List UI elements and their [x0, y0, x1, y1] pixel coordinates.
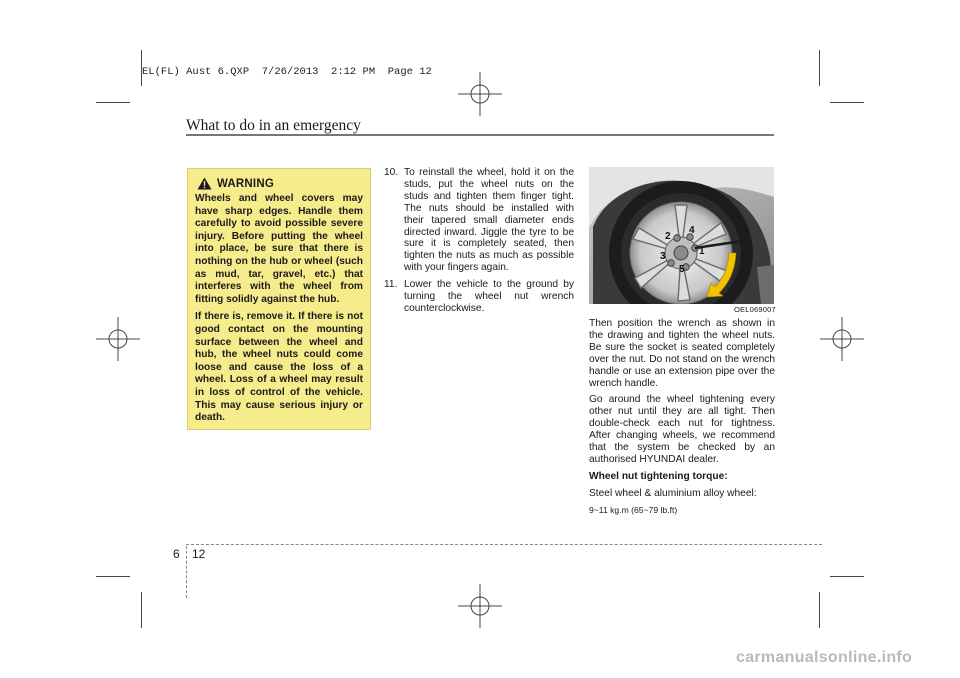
step-number: 10.: [384, 167, 399, 178]
step-item: [384, 279, 574, 315]
nut-label-1: 1: [699, 246, 705, 257]
step-item: [384, 167, 574, 274]
crop-mark: [830, 576, 864, 577]
page-number: 12: [192, 547, 206, 561]
crop-mark: [819, 50, 820, 86]
torque-title: Wheel nut tightening torque:: [589, 470, 728, 482]
crop-mark: [96, 576, 130, 577]
step-number: 11.: [384, 279, 398, 291]
warning-paragraph-1: Wheels and wheel covers may have sharp edges. Handle them carefully to avoid possible severe injury. Before putting the wheel into place, be sure that there is nothing on the hub or wheel (such as mud, tar, gravel, etc.) that interferes with the wheel from fitting solidly against the hub.: [195, 193, 363, 305]
step-text: Lower the vehicle to the ground by turning the wheel nut wrench counterclockwise.: [404, 279, 574, 314]
watermark: carmanualsonline.info: [736, 649, 913, 666]
registration-mark-top: [458, 72, 502, 116]
warning-paragraph-2: If there is, remove it. If there is not good contact on the mounting surface between the wheel and hub, the wheel nuts could come loose and cause the loss of a wheel. Loss of a wheel may result in loss of control of the vehicle. This may cause serious injury or death.: [195, 311, 363, 424]
registration-mark-bottom: [458, 584, 502, 628]
wheel-tightening-illustration: [589, 167, 774, 304]
crop-mark: [819, 592, 820, 628]
right-paragraph-2: Go around the wheel tightening every other nut until they are all tight. Then double-check each nut for tightness. After changing wheels, we recommend that the system be checked by an authorised HYUNDAI dealer.: [589, 394, 775, 465]
chapter-number: 6: [173, 547, 180, 561]
warning-triangle-icon: [197, 177, 212, 190]
torque-value: 9~11 kg.m (65~79 lb.ft): [589, 504, 678, 515]
figure-code: OEL069007: [734, 305, 776, 314]
nut-label-4: 4: [689, 225, 695, 236]
crop-mark: [96, 102, 130, 103]
warning-header: [197, 177, 363, 190]
nut-label-2: 2: [665, 231, 671, 242]
header-rule: [186, 134, 774, 136]
warning-box: [187, 168, 371, 430]
nut-label-3: 3: [660, 251, 666, 262]
nut-label-5: 5: [679, 264, 685, 275]
right-column-text: [589, 318, 775, 522]
right-paragraph-1: Then position the wrench as shown in the drawing and tighten the wheel nuts. Be sure the socket is seated completely over the nut. Do not stand on the wrench handle or use an extension pipe over the wrench handle.: [589, 318, 775, 389]
print-slug-line: EL(FL) Aust 6.QXP 7/26/2013 2:12 PM Page 12: [142, 66, 432, 78]
footer-dashed-rule: [186, 544, 822, 545]
step-text: To reinstall the wheel, hold it on the studs, put the wheel nuts on the studs and tighten them finger tight. The nuts should be installed with their tapered small diameter ends directed inward. Jiggle the tyre to be sure it is completely seated, then tighten the nuts as much as possible with your fingers again.: [404, 167, 574, 274]
warning-title: WARNING: [217, 177, 274, 190]
crop-mark: [830, 102, 864, 103]
crop-mark: [141, 592, 142, 628]
instruction-steps: [384, 167, 574, 320]
section-title: What to do in an emergency: [186, 117, 361, 134]
torque-description: Steel wheel & aluminium alloy wheel:: [589, 487, 757, 499]
registration-mark-left: [96, 317, 140, 361]
page-number-divider: [186, 546, 187, 598]
registration-mark-right: [820, 317, 864, 361]
